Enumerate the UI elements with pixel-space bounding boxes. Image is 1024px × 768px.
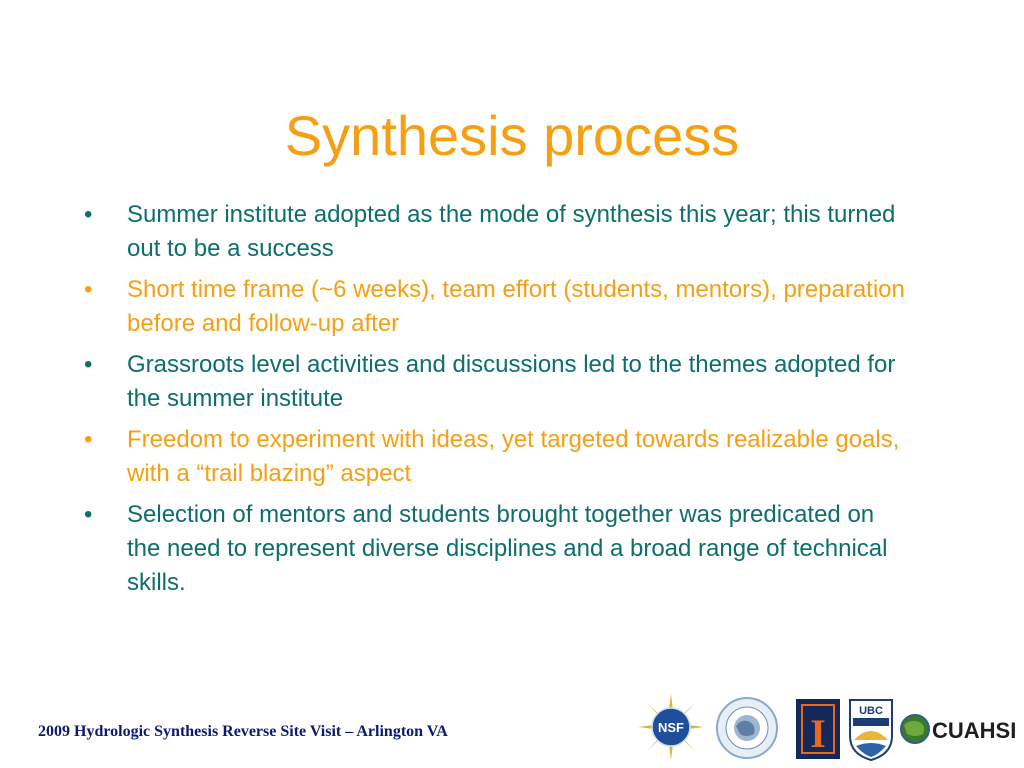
bullet-marker: • [84,501,93,528]
sponsor-logos [636,692,1018,762]
bullet-item [84,348,914,416]
bullet-item [84,273,914,341]
bullet-item [84,198,914,266]
bullet-text: Short time frame (~6 weeks), team effort (students, mentors), preparation before and follow-up after [127,276,905,337]
illinois-logo [796,699,840,759]
cuahsi-logo [901,715,1016,743]
bullet-text: Selection of mentors and students brought together was predicated on the need to represent diverse disciplines and a broad range of technical skills. [127,501,888,596]
illinois-logo-text: I [810,711,826,756]
bullet-list [84,198,914,607]
cuahsi-logo-text: CUAHSI [932,718,1017,743]
ubc-logo [850,700,892,760]
bullet-marker: • [84,351,93,378]
bullet-item [84,498,914,600]
nsf-logo [638,694,704,760]
bullet-item [84,423,914,491]
nsf-logo-text: NSF [658,720,684,735]
slide-title: Synthesis process [284,104,740,167]
bullet-marker: • [84,426,93,453]
footer-caption: 2009 Hydrologic Synthesis Reverse Site Visit – Arlington VA [38,723,448,740]
bullet-text: Grassroots level activities and discussions led to the themes adopted for the summer institute [127,351,896,412]
ubc-logo-text: UBC [859,705,883,717]
bullet-text: Freedom to experiment with ideas, yet targeted towards realizable goals, with a “trail blazing” aspect [127,426,900,487]
predictability-logo [717,698,777,758]
bullet-marker: • [84,276,93,303]
bullet-text: Summer institute adopted as the mode of synthesis this year; this turned out to be a success [127,201,896,262]
bullet-marker: • [84,201,93,228]
